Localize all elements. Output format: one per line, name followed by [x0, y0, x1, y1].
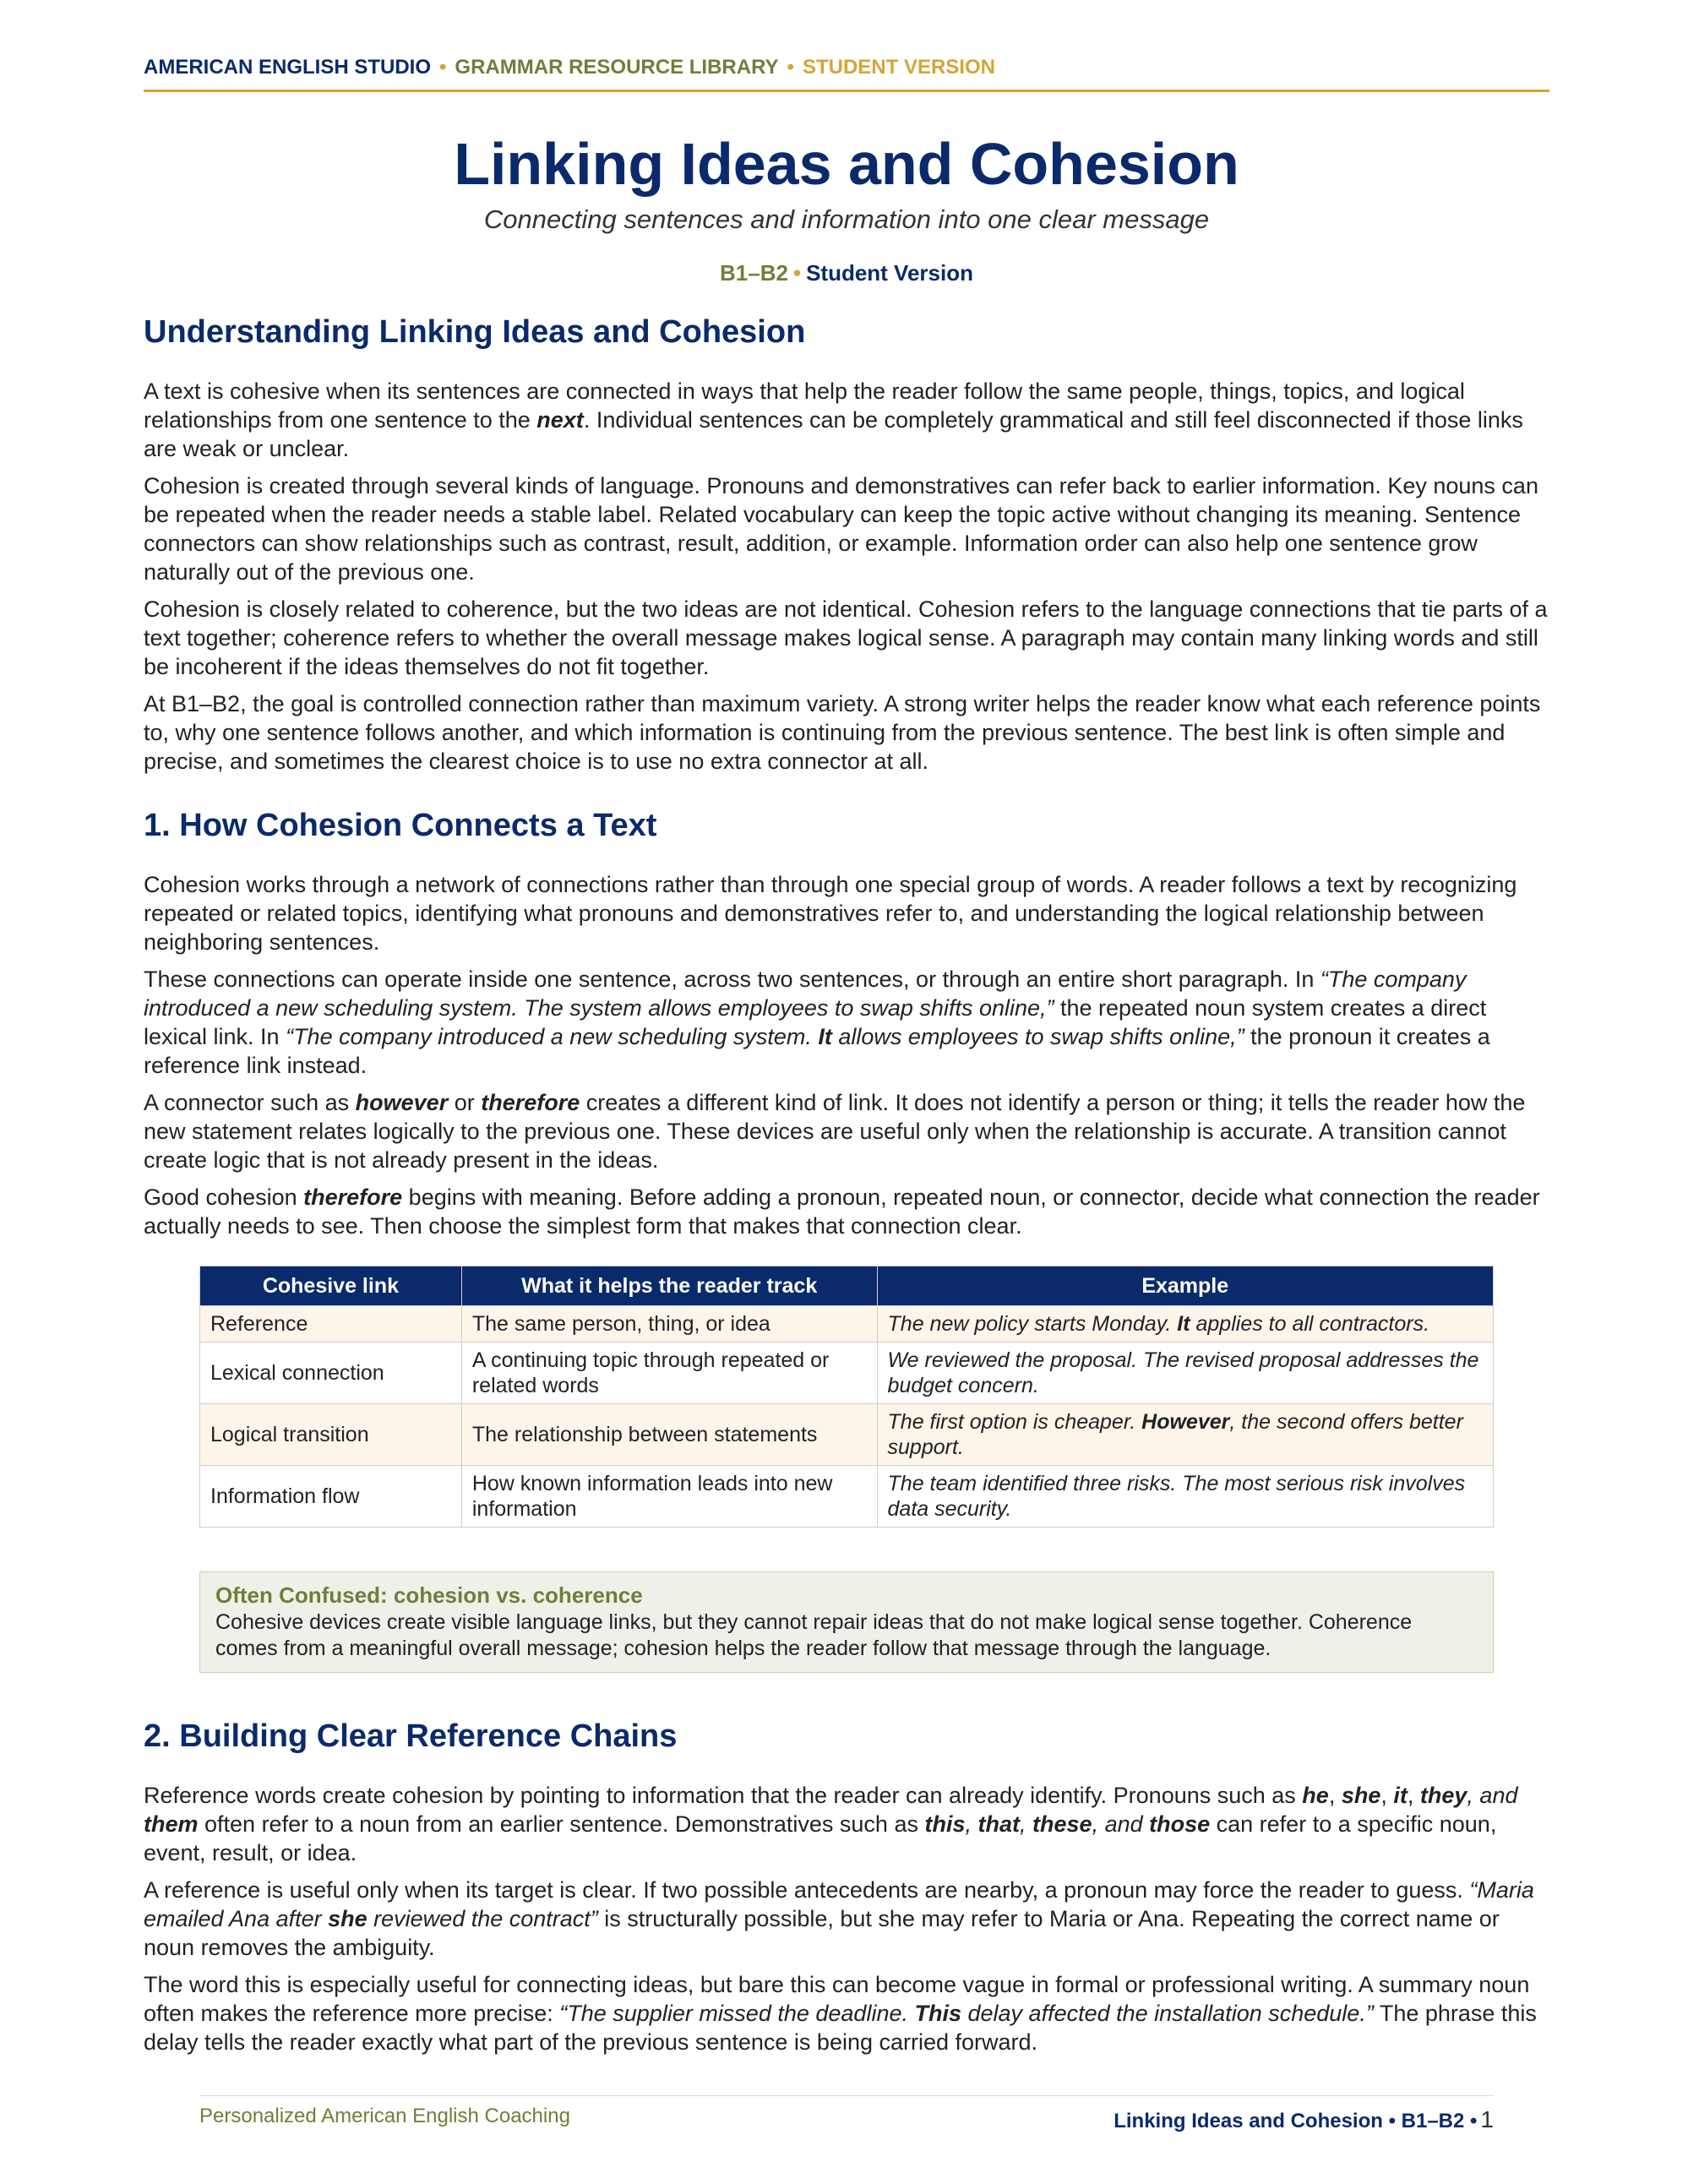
header-library: GRAMMAR RESOURCE LIBRARY: [455, 56, 779, 79]
intro-heading: Understanding Linking Ideas and Cohesion: [144, 314, 806, 350]
section-2-heading: 2. Building Clear Reference Chains: [144, 1718, 678, 1754]
text-run: The word this is especially useful for connecting ideas, but bare this can become vague in formal or professional writing. A summary noun often makes the reference more precise:: [144, 1972, 1530, 2026]
header-brand: AMERICAN ENGLISH STUDIO: [144, 56, 432, 79]
emphasis: these: [1032, 1811, 1092, 1837]
text-run: ,: [965, 1811, 978, 1837]
table-cell: Reference: [200, 1306, 462, 1343]
callout-title: Often Confused: cohesion vs. coherence: [215, 1582, 643, 1608]
emphasis: it: [1393, 1783, 1408, 1808]
level-range: B1–B2: [720, 260, 788, 286]
table-cell: [877, 1306, 1493, 1343]
example-quote: allows employees to swap shifts online,”: [831, 1024, 1244, 1049]
table-header: Cohesive link: [200, 1266, 462, 1306]
table-cell: How known information leads into new information: [461, 1466, 877, 1528]
text-run: applies to all contractors.: [1190, 1312, 1430, 1336]
text-run: The team identified three risks. The most serious risk involves data security.: [887, 1472, 1466, 1521]
text-run: is structurally possible, but she may refer to Maria or Ana. Repeating the correct name or noun removes the ambiguity.: [144, 1906, 1500, 1960]
table-cell: [877, 1343, 1493, 1404]
emphasis: therefore: [481, 1090, 580, 1115]
table-row: [200, 1404, 1494, 1466]
emphasis: next: [536, 407, 584, 433]
table-header-row: [200, 1266, 1494, 1306]
emphasis: those: [1149, 1811, 1211, 1837]
emphasis: she: [328, 1906, 368, 1931]
intro-paragraph-4: At B1–B2, the goal is controlled connection rather than maximum variety. A strong writer helps the reader know what each reference points to, why one sentence follows another, and which information is continuing from the previous sentence. The best link is often simple and precise, and sometimes the clearest choice is to use no extra connector at all.: [144, 691, 1541, 774]
header-version: STUDENT VERSION: [802, 56, 995, 79]
example-quote: “The company introduced a new scheduling system. The system allows employees to swap shifts online,”: [144, 967, 1467, 1021]
table-cell: A continuing topic through repeated or related words: [461, 1343, 877, 1404]
section-2-paragraph-2: [144, 1876, 1549, 1962]
often-confused-callout: [199, 1571, 1494, 1673]
level-label: Student Version: [806, 260, 973, 286]
intro-paragraph-1: [144, 377, 1549, 463]
text-run: ,: [1407, 1783, 1420, 1808]
table-cell: Logical transition: [200, 1404, 462, 1466]
document-body: [144, 313, 1549, 2065]
table-row: [200, 1343, 1494, 1404]
emphasis: that: [977, 1811, 1020, 1837]
emphasis: this: [924, 1811, 966, 1837]
document-title: Linking Ideas and Cohesion: [454, 131, 1239, 197]
example-quote: reviewed the contract”: [367, 1906, 598, 1931]
emphasis: they: [1419, 1783, 1467, 1808]
section-2-paragraph-3: [144, 1970, 1549, 2056]
header-separator: •: [439, 56, 447, 79]
table-header: What it helps the reader track: [461, 1266, 877, 1306]
text-run: The first option is cheaper.: [887, 1410, 1142, 1434]
emphasis: however: [355, 1090, 449, 1115]
text-run: We reviewed the proposal. The revised proposal addresses the budget concern.: [887, 1348, 1479, 1397]
page-footer: [199, 2095, 1494, 2147]
callout-body: Cohesive devices create visible language links, but they cannot repair ideas that do not make logical sense together. Coherence comes from a meaningful overall message; cohesion helps the reader follow that message through the language.: [215, 1610, 1413, 1660]
footer-title: Linking Ideas and Cohesion • B1–B2 •: [1114, 2110, 1478, 2132]
text-run: the repeated noun system creates a direct lexical link. In: [144, 995, 1487, 1049]
text-run: , the second offers better support.: [887, 1410, 1463, 1459]
emphasis: them: [144, 1811, 199, 1837]
emphasis: she: [1341, 1783, 1381, 1808]
emphasis: This: [914, 2001, 961, 2026]
level-line: [144, 260, 1549, 286]
table-cell: [877, 1404, 1493, 1466]
section-1-paragraph-3: [144, 1088, 1549, 1174]
running-header: [144, 56, 1549, 92]
text-run: the pronoun it creates a reference link instead.: [144, 1024, 1490, 1078]
table-row: [200, 1306, 1494, 1343]
table-header: Example: [877, 1266, 1493, 1306]
text-run: These connections can operate inside one sentence, across two sentences, or through an entire short paragraph. In: [144, 967, 1320, 992]
section-1-paragraph-4: [144, 1183, 1549, 1240]
section-1-paragraph-1: Cohesion works through a network of connections rather than through one special group of words. A reader follows a text by recognizing repeated or related topics, identifying what pronouns and demonstratives refer to, and understanding the logical relationship between neighboring sentences.: [144, 872, 1517, 955]
text-run: , and: [1092, 1811, 1150, 1837]
text-run: ,: [1020, 1811, 1033, 1837]
text-run: , and: [1467, 1783, 1518, 1808]
intro-paragraph-3: Cohesion is closely related to coherence, but the two ideas are not identical. Cohesion refers to the language connections that tie parts of a text together; coherence refers to whether the overall message makes logical sense. A paragraph may contain many linking words and still be incoherent if the ideas themselves do not fit together.: [144, 596, 1548, 679]
text-run: . Individual sentences can be completely grammatical and still feel disconnected if those links are weak or unclear.: [144, 407, 1523, 461]
text-run: begins with meaning. Before adding a pronoun, repeated noun, or connector, decide what connection the reader actually needs to see. Then choose the simplest form that makes that connection clear.: [144, 1185, 1540, 1239]
text-run: The new policy starts Monday.: [887, 1312, 1178, 1336]
text-run: Reference words create cohesion by pointing to information that the reader can already identify. Pronouns such as: [144, 1783, 1303, 1808]
section-1-paragraph-2: [144, 965, 1549, 1080]
text-run: can refer to a specific noun, event, result, or idea.: [144, 1811, 1497, 1865]
example-quote: “Maria emailed Ana after: [144, 1877, 1534, 1931]
emphasis: It: [818, 1024, 832, 1049]
section-2-paragraph-1: [144, 1781, 1549, 1867]
example-quote: “The supplier missed the deadline.: [559, 2001, 915, 2026]
text-run: or: [448, 1090, 482, 1115]
table-cell: The relationship between statements: [461, 1404, 877, 1466]
table-cell: The same person, thing, or idea: [461, 1306, 877, 1343]
text-run: creates a different kind of link. It does not identify a person or thing; it tells the reader how the new statement relates logically to the previous one. These devices are useful only when the relationship is accurate. A transition cannot create logic that is not already present in the ideas.: [144, 1090, 1526, 1173]
text-run: ,: [1328, 1783, 1342, 1808]
text-run: Good cohesion: [144, 1185, 304, 1210]
footer-left: Personalized American English Coaching: [199, 2105, 570, 2127]
text-run: often refer to a noun from an earlier sentence. Demonstratives such as: [198, 1811, 925, 1837]
text-run: The phrase this delay tells the reader exactly what part of the previous sentence is being carried forward.: [144, 2001, 1537, 2055]
example-quote: delay affected the installation schedule.”: [961, 2001, 1374, 2026]
emphasis: he: [1302, 1783, 1329, 1808]
page-number: 1: [1480, 2106, 1494, 2132]
example-quote: “The company introduced a new scheduling system.: [286, 1024, 819, 1049]
document-subtitle: Connecting sentences and information into one clear message: [483, 204, 1210, 234]
footer-right: [1114, 2106, 1494, 2133]
section-1-heading: 1. How Cohesion Connects a Text: [144, 808, 657, 843]
table-cell: [877, 1466, 1493, 1528]
text-run: A connector such as: [144, 1090, 356, 1115]
text-run: ,: [1380, 1783, 1394, 1808]
emphasis: therefore: [303, 1185, 403, 1210]
emphasis: It: [1177, 1312, 1190, 1336]
table-cell: Lexical connection: [200, 1343, 462, 1404]
table-cell: Information flow: [200, 1466, 462, 1528]
cohesive-links-table: [199, 1266, 1494, 1528]
text-run: A text is cohesive when its sentences are connected in ways that help the reader follow the same people, things, topics, and logical relationships from one sentence to the: [144, 379, 1465, 433]
table-row: [200, 1466, 1494, 1528]
intro-paragraph-2: Cohesion is created through several kinds of language. Pronouns and demonstratives can refer back to earlier information. Key nouns can be repeated when the reader needs a stable label. Related vocabulary can keep the topic active without changing its meaning. Sentence connectors can show relationships such as contrast, result, addition, or example. Information order can also help one sentence grow naturally out of the previous one.: [144, 473, 1538, 585]
header-separator: •: [787, 56, 794, 79]
emphasis: However: [1141, 1410, 1230, 1434]
level-separator: •: [792, 260, 802, 286]
text-run: A reference is useful only when its target is clear. If two possible antecedents are nearby, a pronoun may force the reader to guess.: [144, 1877, 1470, 1903]
